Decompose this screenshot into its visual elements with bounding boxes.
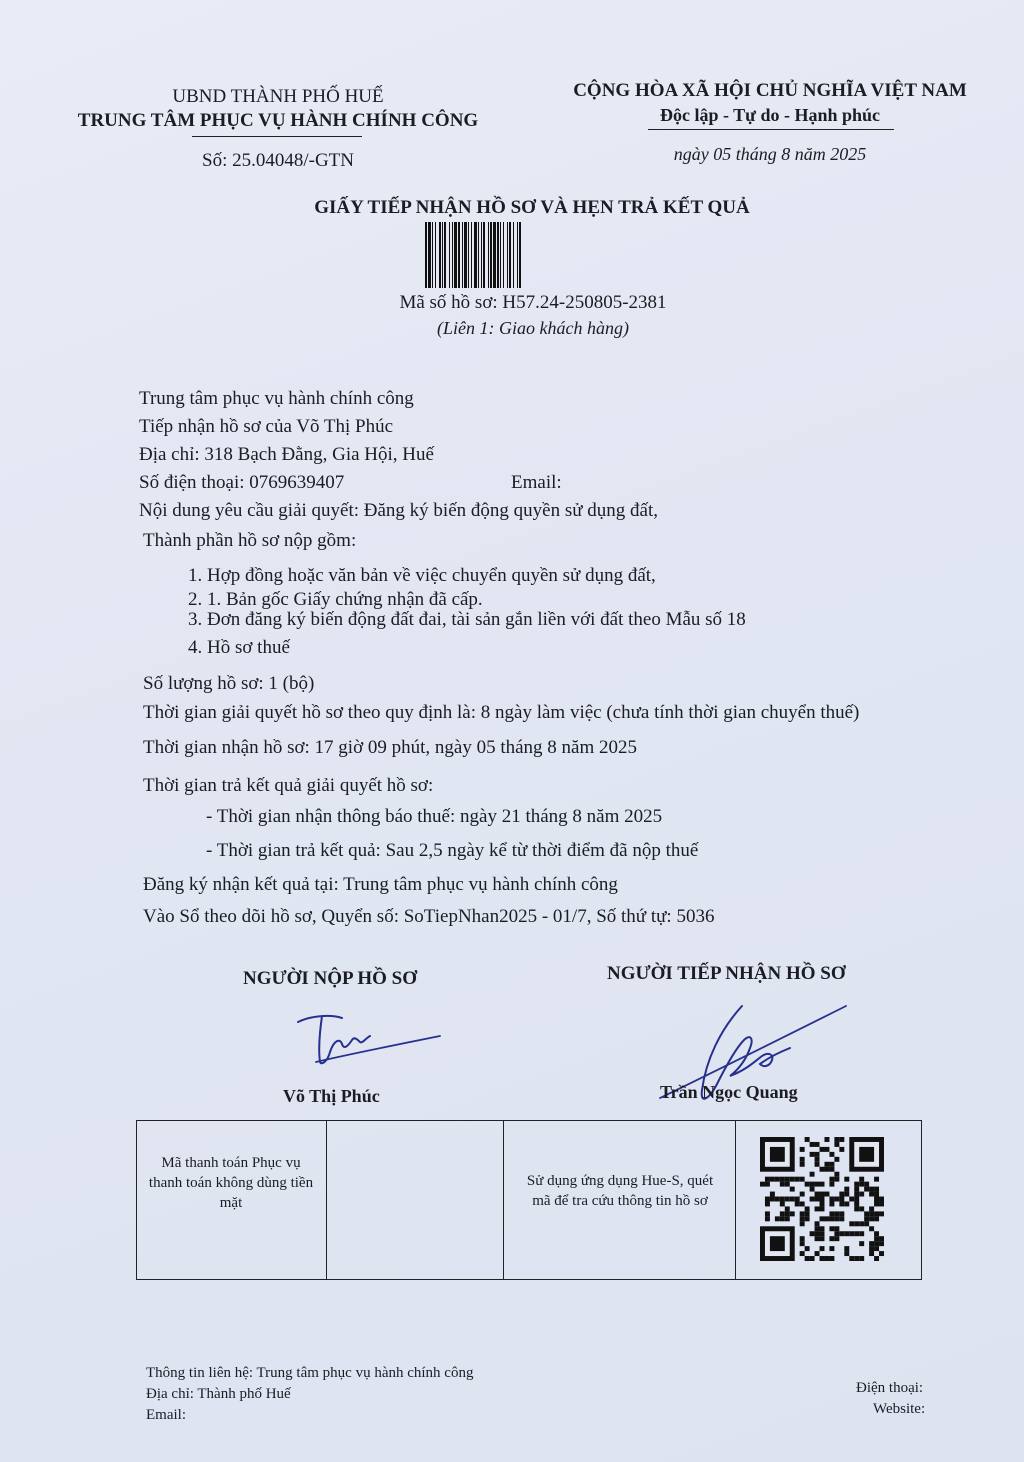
qr-module	[834, 1197, 839, 1202]
qr-module	[785, 1182, 790, 1187]
qr-module	[834, 1177, 839, 1182]
qr-module	[795, 1197, 800, 1202]
qr-module	[775, 1177, 780, 1182]
qr-module	[765, 1182, 770, 1187]
applicant-line: Tiếp nhận hồ sơ của Võ Thị Phúc	[139, 416, 394, 437]
footer-phone: Điện thoại:	[856, 1380, 924, 1396]
qr-module	[854, 1182, 859, 1187]
qr-module	[795, 1177, 800, 1182]
barcode-bar	[474, 222, 477, 288]
barcode-bar	[488, 222, 489, 288]
qr-module	[785, 1216, 790, 1221]
qr-module	[829, 1256, 834, 1261]
qr-module	[849, 1256, 854, 1261]
qr-module	[785, 1211, 790, 1216]
qr-module	[864, 1182, 869, 1187]
qr-module	[879, 1241, 884, 1246]
qr-module	[765, 1197, 770, 1202]
document-date: ngày 05 tháng 8 năm 2025	[673, 144, 867, 164]
qr-module	[874, 1211, 879, 1216]
qr-module	[854, 1206, 859, 1211]
record-code: Mã số hồ sơ: H57.24-250805-2381	[399, 292, 667, 313]
phone-line: Số điện thoại: 0769639407	[139, 472, 345, 493]
submitter-title: NGƯỜI NỘP HỒ SƠ	[243, 968, 418, 989]
qr-module	[815, 1197, 820, 1202]
qr-module	[874, 1177, 879, 1182]
qr-module	[859, 1182, 864, 1187]
qr-module	[869, 1206, 874, 1211]
qr-module	[770, 1177, 775, 1182]
qr-module	[800, 1211, 805, 1216]
qr-module	[815, 1182, 820, 1187]
qr-module	[815, 1221, 820, 1226]
barcode-graphic	[425, 222, 615, 288]
qr-module	[810, 1182, 815, 1187]
national-motto: Độc lập - Tự do - Hạnh phúc	[659, 105, 881, 125]
qr-module	[820, 1206, 825, 1211]
qr-module	[815, 1157, 820, 1162]
qr-module	[829, 1182, 834, 1187]
qr-module	[805, 1211, 810, 1216]
qr-module	[815, 1192, 820, 1197]
component-item: 3. Đơn đăng ký biến động đất đai, tài sản gắn liền với đất theo Mẫu số 18	[188, 609, 746, 630]
agency-name: UBND THÀNH PHỐ HUẾ	[172, 86, 384, 107]
qr-module	[820, 1256, 825, 1261]
qr-module	[800, 1177, 805, 1182]
qr-module	[834, 1172, 839, 1177]
qr-module	[805, 1182, 810, 1187]
qr-module	[800, 1201, 805, 1206]
qr-module	[829, 1162, 834, 1167]
qr-module	[869, 1241, 874, 1246]
barcode-bar	[464, 222, 467, 288]
qr-module	[879, 1251, 884, 1256]
qr-module	[810, 1152, 815, 1157]
qr-module	[879, 1201, 884, 1206]
qr-module	[829, 1152, 834, 1157]
qr-module	[765, 1201, 770, 1206]
qr-module	[844, 1246, 849, 1251]
qr-module	[859, 1192, 864, 1197]
qr-module	[824, 1137, 829, 1142]
tax-notice-time: - Thời gian nhận thông báo thuế: ngày 21 tháng 8 năm 2025	[206, 806, 663, 827]
qr-module	[834, 1231, 839, 1236]
qr-module	[790, 1187, 795, 1192]
qr-module	[864, 1211, 869, 1216]
address-line: Địa chỉ: 318 Bạch Đằng, Gia Hội, Huế	[139, 444, 434, 465]
qr-module	[844, 1177, 849, 1182]
barcode-bar	[435, 222, 436, 288]
barcode-bar	[432, 222, 433, 288]
qr-module	[834, 1216, 839, 1221]
qr-module	[834, 1157, 839, 1162]
qr-module	[820, 1192, 825, 1197]
qr-module	[829, 1226, 834, 1231]
barcode-bar	[503, 222, 504, 288]
component-item: 2. 1. Bản gốc Giấy chứng nhận đã cấp.	[188, 589, 483, 610]
qr-module	[810, 1197, 815, 1202]
qr-module	[780, 1197, 785, 1202]
barcode-bar	[442, 222, 443, 288]
barcode-bar	[449, 222, 450, 288]
qr-module	[824, 1162, 829, 1167]
qr-module	[854, 1231, 859, 1236]
qr-module	[820, 1182, 825, 1187]
submitter-name: Võ Thị Phúc	[283, 1086, 380, 1106]
qr-module	[849, 1221, 854, 1226]
qr-module	[800, 1236, 805, 1241]
qr-module	[854, 1256, 859, 1261]
qr-module	[839, 1211, 844, 1216]
qr-module	[805, 1206, 810, 1211]
copy-note: (Liên 1: Giao khách hàng)	[437, 318, 629, 338]
processing-time: Thời gian giải quyết hồ sơ theo quy định là: 8 ngày làm việc (chưa tính thời gian chuyển thuế)	[143, 702, 860, 723]
components-label: Thành phần hồ sơ nộp gồm:	[143, 530, 357, 551]
result-return-time: - Thời gian trả kết quả: Sau 2,5 ngày kể từ thời điểm đã nộp thuế	[206, 840, 699, 861]
office-name: TRUNG TÂM PHỤC VỤ HÀNH CHÍNH CÔNG	[77, 110, 479, 131]
qr-module	[874, 1197, 879, 1202]
barcode-bar	[458, 222, 460, 288]
qr-module	[805, 1137, 810, 1142]
barcode-bar	[517, 222, 518, 288]
request-content: Nội dung yêu cầu giải quyết: Đăng ký biến động quyền sử dụng đất,	[139, 500, 658, 521]
footer-email: Email:	[146, 1407, 186, 1423]
qr-module	[800, 1241, 805, 1246]
qr-module	[829, 1167, 834, 1172]
qr-module	[844, 1251, 849, 1256]
qr-module	[824, 1147, 829, 1152]
qr-module	[854, 1197, 859, 1202]
qr-module	[785, 1197, 790, 1202]
barcode-bar	[478, 222, 479, 288]
barcode-bar	[444, 222, 446, 288]
submitter-signature	[290, 1010, 450, 1070]
nation-name: CỘNG HÒA XÃ HỘI CHỦ NGHĨA VIỆT NAM	[573, 80, 967, 101]
barcode-bar	[468, 222, 469, 288]
qr-module	[820, 1226, 825, 1231]
qr-module	[874, 1241, 879, 1246]
qr-module	[790, 1197, 795, 1202]
qr-module	[829, 1216, 834, 1221]
barcode-bar	[481, 222, 482, 288]
qr-module	[775, 1197, 780, 1202]
qr-module	[879, 1236, 884, 1241]
qr-module	[810, 1256, 815, 1261]
received-time: Thời gian nhận hồ sơ: 17 giờ 09 phút, ngày 05 tháng 8 năm 2025	[143, 737, 638, 758]
qr-code	[760, 1137, 884, 1261]
qr-module	[834, 1137, 839, 1142]
barcode-bar	[439, 222, 441, 288]
email-line: Email:	[511, 472, 562, 493]
hue-s-instruction: Sử dụng ứng dụng Hue-S, quét mã để tra cứu thông tin hồ sơ	[526, 1173, 714, 1209]
qr-code-cell	[736, 1121, 923, 1279]
qr-module	[879, 1211, 884, 1216]
qr-module	[810, 1187, 815, 1192]
payment-code-label: Mã thanh toán Phục vụ thanh toán không dùng tiền mặt	[148, 1155, 314, 1211]
footer-website: Website:	[873, 1401, 926, 1417]
footer-contact: Thông tin liên hệ: Trung tâm phục vụ hành chính công	[146, 1365, 474, 1381]
receiver-name: Trần Ngọc Quang	[660, 1082, 798, 1102]
qr-module	[770, 1147, 785, 1162]
barcode-bar	[500, 222, 501, 288]
qr-module	[815, 1162, 820, 1167]
qr-module	[859, 1256, 864, 1261]
barcode-bar	[452, 222, 453, 288]
qr-module	[770, 1197, 775, 1202]
qr-module	[760, 1182, 765, 1187]
qr-module	[829, 1201, 834, 1206]
barcode-bar	[471, 222, 472, 288]
qr-module	[869, 1246, 874, 1251]
qr-module	[829, 1236, 834, 1241]
registry-line: Vào Sổ theo dõi hồ sơ, Quyển số: SoTiepNhan2025 - 01/7, Số thứ tự: 5036	[143, 906, 715, 927]
qr-module	[834, 1226, 839, 1231]
qr-module	[790, 1211, 795, 1216]
barcode-bar	[493, 222, 496, 288]
qr-module	[829, 1211, 834, 1216]
qr-module	[815, 1251, 820, 1256]
payment-qr-table	[136, 1120, 922, 1280]
result-place: Đăng ký nhận kết quả tại: Trung tâm phục vụ hành chính công	[143, 874, 618, 895]
qr-module	[805, 1256, 810, 1261]
qr-module	[839, 1231, 844, 1236]
qr-module	[800, 1251, 805, 1256]
qr-module	[839, 1197, 844, 1202]
qr-module	[795, 1201, 800, 1206]
barcode-bar	[513, 222, 514, 288]
qr-module	[869, 1187, 874, 1192]
qr-module	[815, 1226, 820, 1231]
receiving-office: Trung tâm phục vụ hành chính công	[139, 388, 414, 409]
qr-module	[829, 1246, 834, 1251]
qr-module	[839, 1192, 844, 1197]
qr-module	[874, 1216, 879, 1221]
qr-module	[810, 1172, 815, 1177]
qr-module	[815, 1142, 820, 1147]
qr-module	[805, 1216, 810, 1221]
qr-module	[834, 1236, 839, 1241]
qr-module	[790, 1177, 795, 1182]
hue-s-instruction-cell	[504, 1121, 736, 1279]
barcode-bar	[462, 222, 463, 288]
qr-module	[780, 1177, 785, 1182]
qr-module	[874, 1192, 879, 1197]
quantity-line: Số lượng hồ sơ: 1 (bộ)	[143, 673, 315, 694]
qr-module	[869, 1226, 874, 1231]
qr-module	[844, 1192, 849, 1197]
qr-module	[839, 1147, 844, 1152]
qr-module	[820, 1216, 825, 1221]
payment-code-value-cell	[327, 1121, 504, 1279]
receiver-title: NGƯỜI TIẾP NHẬN HỒ SƠ	[607, 963, 846, 984]
qr-module	[785, 1206, 790, 1211]
qr-module	[879, 1197, 884, 1202]
qr-module	[854, 1187, 859, 1192]
barcode-bar	[509, 222, 511, 288]
qr-module	[800, 1162, 805, 1167]
qr-module	[854, 1221, 859, 1226]
barcode-bar	[454, 222, 457, 288]
qr-module	[829, 1197, 834, 1202]
qr-module	[800, 1192, 805, 1197]
qr-module	[874, 1231, 879, 1236]
qr-module	[844, 1187, 849, 1192]
qr-module	[869, 1251, 874, 1256]
qr-module	[849, 1197, 854, 1202]
qr-module	[800, 1221, 805, 1226]
qr-module	[829, 1177, 834, 1182]
qr-module	[800, 1216, 805, 1221]
qr-module	[874, 1187, 879, 1192]
barcode-bar	[507, 222, 508, 288]
qr-module	[780, 1211, 785, 1216]
qr-module	[844, 1201, 849, 1206]
qr-module	[800, 1157, 805, 1162]
qr-module	[859, 1206, 864, 1211]
qr-module	[770, 1192, 775, 1197]
barcode-bar	[428, 222, 431, 288]
qr-module	[824, 1256, 829, 1261]
qr-module	[859, 1241, 864, 1246]
qr-module	[820, 1147, 825, 1152]
office-underline	[192, 136, 362, 137]
qr-module	[815, 1231, 820, 1236]
qr-module	[834, 1142, 839, 1147]
qr-module	[874, 1201, 879, 1206]
qr-module	[780, 1216, 785, 1221]
qr-module	[820, 1236, 825, 1241]
qr-module	[775, 1216, 780, 1221]
qr-module	[859, 1231, 864, 1236]
qr-module	[800, 1147, 805, 1152]
qr-module	[785, 1177, 790, 1182]
barcode-bar	[483, 222, 485, 288]
qr-module	[765, 1216, 770, 1221]
qr-module	[824, 1167, 829, 1172]
qr-module	[869, 1216, 874, 1221]
qr-module	[839, 1201, 844, 1206]
qr-module	[874, 1236, 879, 1241]
qr-module	[780, 1201, 785, 1206]
qr-module	[820, 1167, 825, 1172]
barcode-bar	[519, 222, 521, 288]
qr-module	[874, 1246, 879, 1251]
qr-module	[854, 1201, 859, 1206]
footer-address: Địa chỉ: Thành phố Huế	[146, 1386, 291, 1402]
qr-module	[770, 1236, 785, 1251]
qr-module	[859, 1147, 874, 1162]
payment-code-cell	[137, 1121, 327, 1279]
qr-module	[864, 1187, 869, 1192]
qr-module	[765, 1177, 770, 1182]
qr-module	[815, 1206, 820, 1211]
barcode-bar	[497, 222, 499, 288]
qr-module	[869, 1211, 874, 1216]
barcode-bar	[425, 222, 427, 288]
qr-module	[810, 1142, 815, 1147]
qr-module	[839, 1216, 844, 1221]
qr-module	[859, 1221, 864, 1226]
component-item: 4. Hồ sơ thuế	[188, 637, 290, 658]
qr-module	[805, 1246, 810, 1251]
qr-module	[824, 1192, 829, 1197]
qr-module	[844, 1231, 849, 1236]
barcode-bar	[490, 222, 492, 288]
qr-module	[824, 1216, 829, 1221]
qr-module	[864, 1221, 869, 1226]
result-time-label: Thời gian trả kết quả giải quyết hồ sơ:	[143, 775, 434, 796]
component-item: 1. Hợp đồng hoặc văn bản về việc chuyển quyền sử dụng đất,	[188, 565, 656, 586]
qr-module	[815, 1236, 820, 1241]
qr-module	[815, 1152, 820, 1157]
qr-module	[820, 1246, 825, 1251]
qr-module	[859, 1177, 864, 1182]
qr-module	[810, 1231, 815, 1236]
qr-module	[839, 1137, 844, 1142]
qr-module	[820, 1201, 825, 1206]
qr-module	[834, 1211, 839, 1216]
qr-module	[864, 1216, 869, 1221]
document-title: GIẤY TIẾP NHẬN HỒ SƠ VÀ HẸN TRẢ KẾT QUẢ	[314, 197, 750, 218]
qr-module	[820, 1231, 825, 1236]
qr-module	[849, 1231, 854, 1236]
qr-module	[874, 1256, 879, 1261]
qr-module	[780, 1182, 785, 1187]
qr-module	[869, 1192, 874, 1197]
motto-underline	[648, 129, 894, 130]
document-number: Số: 25.04048/-GTN	[202, 150, 354, 171]
qr-module	[765, 1211, 770, 1216]
qr-module	[854, 1192, 859, 1197]
qr-module	[820, 1197, 825, 1202]
